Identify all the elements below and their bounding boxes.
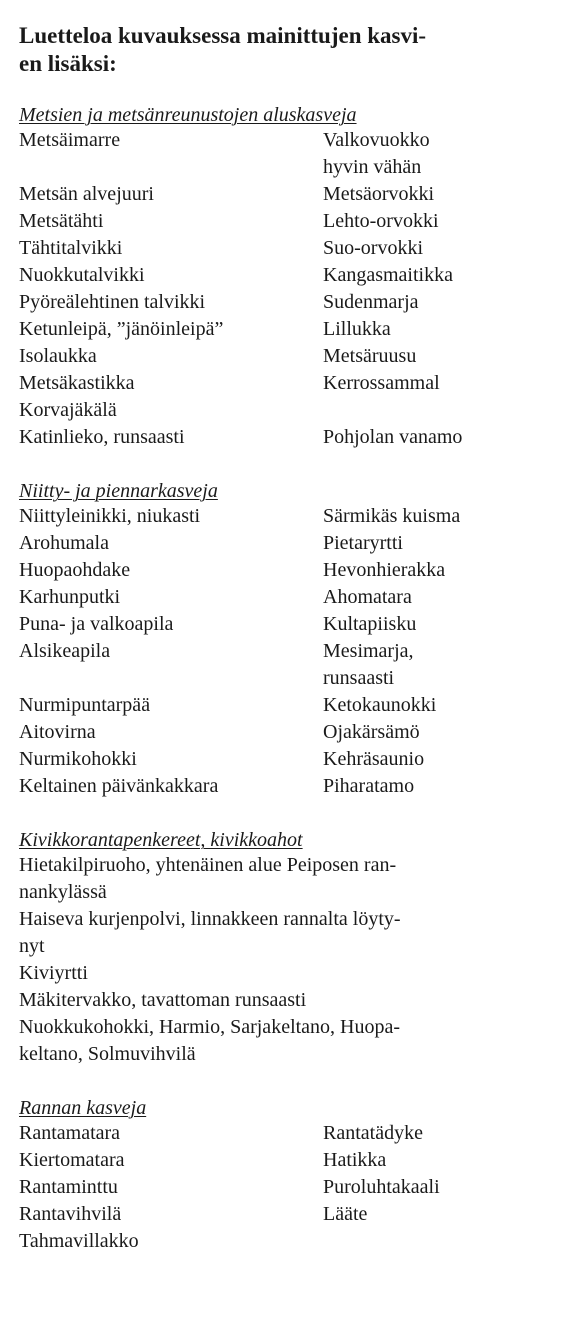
plant-name [323, 397, 564, 424]
plant-name: Mäkitervakko, tavattoman runsaasti [19, 989, 307, 1011]
plant-name: Huopaohdake [19, 559, 131, 581]
section-heading: Rannan kasveja [19, 1097, 147, 1119]
plant-name: Puroluhtakaali [323, 1176, 440, 1198]
plant-name: Tahmavillakko [19, 1230, 139, 1252]
plant-name: Karhunputki [19, 586, 121, 608]
plant-name: Valkovuokko hyvin vähän [323, 129, 430, 178]
section-heading: Niitty- ja piennarkasveja [19, 480, 218, 502]
plant-name: Metsän alvejuuri [19, 183, 154, 205]
plant-name: Nuokkutalvikki [19, 264, 145, 286]
plant-name: Niittyleinikki, niukasti [19, 505, 201, 527]
section-heading: Metsien ja metsänreunustojen aluskasveja [19, 104, 357, 126]
section-meadow-plants [19, 479, 564, 800]
plant-name: Pietaryrtti [323, 532, 403, 554]
plant-name: Isolaukka [19, 345, 97, 367]
plant-name: Lääte [323, 1203, 368, 1225]
section-heading: Kivikkorantapenkereet, kivikkoahot [19, 829, 303, 851]
plant-name: Metsäimarre [19, 129, 121, 151]
plant-name: Mesimarja, runsaasti [323, 640, 414, 689]
plant-name: Nurmipuntarpää [19, 694, 151, 716]
plant-list [19, 503, 564, 800]
plant-name: Metsäkastikka [19, 372, 135, 394]
plant-list [19, 852, 564, 1068]
plant-name: Keltainen päivänkakkara [19, 775, 219, 797]
plant-name: Hevonhierakka [323, 559, 446, 581]
plant-name: Ahomatara [323, 586, 412, 608]
plant-name [323, 1228, 564, 1255]
plant-name: Metsätähti [19, 210, 104, 232]
plant-name: Rantaminttu [19, 1176, 118, 1198]
plant-name: Kangasmaitikka [323, 264, 453, 286]
plant-name: Pyöreälehtinen talvikki [19, 291, 206, 313]
plant-name: Särmikäs kuisma [323, 505, 461, 527]
document-page [19, 22, 564, 1255]
plant-name: Ketunleipä, ”jänöinleipä” [19, 318, 224, 340]
plant-name: Suo-orvokki [323, 237, 423, 259]
plant-name: Metsäruusu [323, 345, 417, 367]
plant-name: Hatikka [323, 1149, 387, 1171]
plant-name: Arohumala [19, 532, 109, 554]
plant-name: Aitovirna [19, 721, 96, 743]
plant-name: Rantavihvilä [19, 1203, 122, 1225]
plant-name: Haiseva kurjenpolvi, linnakkeen rannalta löyty- nyt [19, 908, 401, 957]
plant-list [19, 1120, 564, 1255]
plant-name: Tähtitalvikki [19, 237, 123, 259]
document-title: Luetteloa kuvauksessa mainittujen kasvi- en lisäksi: [19, 23, 427, 76]
plant-name: Kultapiisku [323, 613, 417, 635]
plant-name: Korvajäkälä [19, 399, 117, 421]
plant-name: Sudenmarja [323, 291, 419, 313]
plant-name: Kehräsaunio [323, 748, 425, 770]
plant-name: Pohjolan vanamo [323, 426, 463, 448]
plant-name: Kiertomatara [19, 1149, 125, 1171]
plant-name: Rantamatara [19, 1122, 121, 1144]
plant-name: Katinlieko, runsaasti [19, 426, 185, 448]
plant-name: Ojakärsämö [323, 721, 420, 743]
plant-name: Alsikeapila [19, 640, 111, 662]
plant-name: Piharatamo [323, 775, 415, 797]
plant-name: Puna- ja valkoapila [19, 613, 174, 635]
plant-name: Nurmikohokki [19, 748, 137, 770]
plant-name: Ketokaunokki [323, 694, 437, 716]
plant-name: Nuokkukohokki, Harmio, Sarjakeltano, Huopa- keltano, Solmuvihvilä [19, 1016, 401, 1065]
section-rocky-shores [19, 828, 564, 1068]
section-shore-plants [19, 1096, 564, 1255]
plant-name: Hietakilpiruoho, yhtenäinen alue Peiposen ran- nankylässä [19, 854, 397, 903]
plant-name: Metsäorvokki [323, 183, 435, 205]
section-forest-undergrowth [19, 103, 564, 451]
plant-name: Lillukka [323, 318, 391, 340]
plant-list [19, 127, 564, 451]
plant-name: Lehto-orvokki [323, 210, 439, 232]
plant-name: Rantatädyke [323, 1122, 423, 1144]
plant-name: Kiviyrtti [19, 962, 88, 984]
plant-name: Kerrossammal [323, 372, 440, 394]
